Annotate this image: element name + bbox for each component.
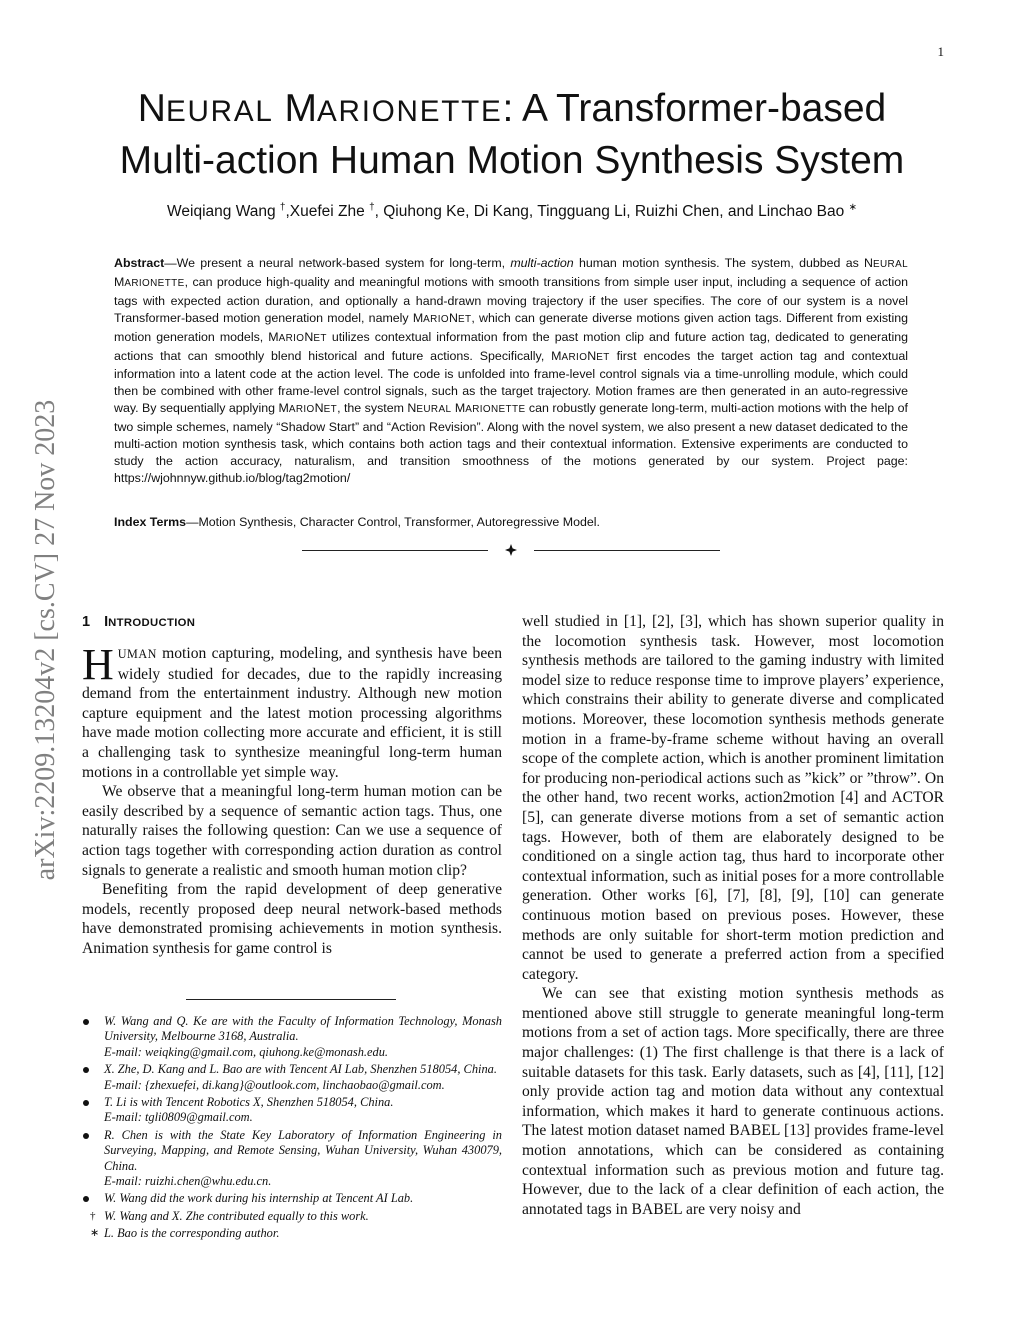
abstract-text-7: , the system	[337, 401, 408, 416]
right-column	[522, 612, 944, 1219]
abstract-label: Abstract	[114, 256, 165, 270]
authors-rest: , Qiuhong Ke, Di Kang, Tingguang Li, Ruizhi Chen, and Linchao Bao	[374, 203, 849, 221]
marionet-m: M	[412, 310, 424, 325]
index-terms	[114, 515, 908, 529]
marionet-et: ET	[323, 404, 338, 416]
index-terms-text: —Motion Synthesis, Character Control, Transformer, Autoregressive Model.	[186, 515, 600, 529]
footnote-2-email: E-mail: {zhexuefei, di.kang}@outlook.com, linchaobao@gmail.com.	[104, 1077, 445, 1092]
marionet-et: ET	[596, 351, 610, 363]
drop-cap: H	[82, 640, 114, 689]
abstract	[114, 255, 908, 487]
name-marionette-rest: ARIONETTE	[465, 404, 526, 416]
name-marionette-m: M	[454, 401, 466, 416]
title-sc-arionette: ARIONETTE	[316, 95, 503, 128]
footnote-4-text: R. Chen is with the State Key Laboratory of Information Engineering in Surveying, Mapping, and Remote Sensing, Wuhan University, Wuhan 430079, China.	[104, 1127, 502, 1173]
footnote-4-email: E-mail: ruizhi.chen@whu.edu.cn.	[104, 1174, 272, 1189]
name-marionette-rest: ARIONETTE	[124, 277, 185, 289]
footnote-corresponding	[80, 1226, 502, 1241]
name-marionette-m: M	[114, 274, 125, 289]
footnote-equal-contribution	[80, 1209, 502, 1224]
author-list	[60, 202, 964, 221]
diamond-ornament-icon	[505, 544, 517, 556]
marionet-ario: ARIO	[278, 332, 305, 344]
footnote-internship	[80, 1191, 502, 1206]
footnote-affiliation-3	[80, 1095, 502, 1126]
footnotes	[80, 1014, 502, 1244]
separator-line-right	[534, 550, 720, 551]
abstract-emphasis: multi-action	[510, 256, 574, 270]
section-heading-introduction	[82, 612, 502, 632]
bullet-icon	[83, 1196, 89, 1202]
paper-title	[60, 84, 964, 185]
bullet-icon	[83, 1100, 89, 1106]
marionet-m: M	[268, 329, 279, 344]
index-terms-label: Index Terms	[114, 515, 187, 529]
title-sc-m: M	[284, 87, 317, 130]
bullet-icon	[83, 1133, 89, 1139]
marionet-n: N	[314, 401, 324, 416]
name-neural-n: N	[864, 256, 873, 270]
abstract-text-8: can robustly generate long-term, multi-action motions with the help of two simple schemes, namely “Shadow Start” and “Action Revision”. Along with the novel system, we also present a new dataset dedicated to the multi-action motion synthesis task, which contains both action tags and their contextual information. Extensive experiments are conducted to study the action accuracy, naturalism, and transition smoothness of the motions generated by our system. Project page: https://wjohnnyw.github.io/blog/tag2motion/	[114, 401, 908, 485]
marionet-ario: ARIO	[423, 313, 449, 325]
name-neural-rest: EURAL	[872, 259, 908, 270]
footnote-affiliation-1	[80, 1014, 502, 1060]
marionet-n: N	[304, 329, 314, 344]
arxiv-identifier: arXiv:2209.13204v2 [cs.CV] 27 Nov 2023	[30, 399, 61, 881]
author-1: Weiqiang Wang	[167, 203, 280, 221]
abstract-text-1: —We present a neural network-based system for long-term,	[164, 256, 511, 270]
abstract-text-2: human motion synthesis. The system, dubbed as	[573, 256, 865, 270]
section-number: 1	[82, 614, 91, 630]
section-title-rest: NTRODUCTION	[108, 617, 196, 629]
footnote-3-email: E-mail: tgli0809@gmail.com.	[104, 1110, 253, 1125]
separator-line-left	[302, 550, 488, 551]
marionet-m: M	[278, 401, 289, 416]
intro-paragraph-1-text: motion capturing, modeling, and synthesis have been widely studied for decades, due to the rapidly increasing demand from the entertainment industry. Although new motion capture equipment and the latest motion processing algorithms have made motion collecting more accurate and efficient, it is still a challenging task to synthesize meaningful long-term human motions in a controllable yet simple way.	[82, 645, 502, 781]
name-neural-n: N	[407, 401, 417, 416]
marionet-n: N	[448, 310, 458, 325]
title-after: : A Transformer-based	[502, 87, 887, 130]
author-2-mark: †	[369, 202, 375, 213]
bullet-icon	[83, 1019, 89, 1025]
section-separator	[302, 542, 722, 560]
footnote-1-email: E-mail: weiqking@gmail.com, qiuhong.ke@monash.edu.	[104, 1044, 388, 1059]
right-paragraph-2: We can see that existing motion synthesis methods as mentioned above still struggle to generate meaningful long-term motions from a set of action tags. More specifically, there are three major challenges: (1) The first challenge is that there is a lack of suitable datasets for this task. Early datasets, such as [4], [11], [12] only provide action tag and motion data without any contextual information, which makes it hard to generate continuous actions. The latest motion dataset named BABEL [13] provides frame-level motion annotations, which can be considered as containing contextual information such as previous motion and future tag. However, due to the lack of a clear definition of each action, the annotated tags in BABEL are very noisy and	[522, 985, 944, 1218]
footnote-2-text: X. Zhe, D. Kang and L. Bao are with Tencent AI Lab, Shenzhen 518054, China.	[104, 1062, 497, 1077]
footnote-5-text: W. Wang did the work during his internship at Tencent AI Lab.	[104, 1191, 414, 1206]
footnote-3-text: T. Li is with Tencent Robotics X, Shenzhen 518054, China.	[104, 1095, 394, 1110]
corresponding-mark: ∗	[848, 202, 857, 213]
author-1-mark: †	[279, 202, 286, 213]
marionet-ario: ARIO	[288, 404, 315, 416]
right-paragraph-1: well studied in [1], [2], [3], which has shown superior quality in the locomotion synthesis task. However, most locomotion synthesis methods are tailored to the gaming industry with limited model size to reduce response time to improve players’ experience, which constrains their ability to generate diverse and complicated motions. Moreover, these locomotion synthesis methods generate motion in a frame-by-frame scheme without having an overall scope of the complete action, which is another prominent limitation for producing non-periodical actions such as ”kick” or ”throw”. On the other hand, two recent works, action2motion [4] and ACTOR [5], can generate diverse motions from a set of semantic action tags. However, both of them are elaborately designed to be conditioned on a single action tag, thus hard to incorporate other contextual information, such as initial poses for a more controllable generation. Other works [6], [7], [8], [9], [10] can generate continuous motion based on previous poses. However, these methods are only suitable for short-term motion prediction and cannot be used to generate a preferred action from a specified category.	[522, 613, 944, 983]
intro-paragraph-2: We observe that a meaningful long-term human motion can be easily described by a sequence of semantic action tags. Thus, one naturally raises the following question: Can we use a sequence of action tags together with corresponding action duration as control signals to generate a realistic and smooth human motion clip?	[82, 783, 502, 879]
left-column	[82, 612, 502, 959]
title-line-1	[60, 84, 964, 136]
marionet-et: ET	[457, 313, 472, 325]
abstract-text-5: utilizes contextual information from the past motion clip and future action tag, dedicated to generating actions that can smoothly blend historical and future actions. Specifically,	[114, 329, 908, 363]
footnote-7-text: L. Bao is the corresponding author.	[104, 1226, 280, 1241]
footnote-affiliation-4	[80, 1128, 502, 1190]
footnote-affiliation-2	[80, 1062, 502, 1093]
title-sc-eural: EURAL	[165, 95, 274, 128]
author-2: ,Xuefei Zhe	[285, 203, 370, 221]
marionet-et: ET	[313, 332, 327, 344]
footnote-1-text: W. Wang and Q. Ke are with the Faculty of Information Technology, Monash University, Melbourne 3168, Australia.	[104, 1014, 502, 1044]
abstract-text-6: first encodes the target action tag and contextual information into a latent code at the action level. The code is unfolded into frame-level control signals via a time-unrolling module, which could then be combined with other frame-level control signals, such as the target trajectory. Motion frames are then generated in an auto-regressive way. By sequentially applying	[114, 348, 908, 416]
title-line-2: Multi-action Human Motion Synthesis System	[119, 139, 905, 182]
intro-paragraph-1	[82, 640, 502, 782]
dagger-mark: †	[90, 1209, 96, 1222]
asterisk-mark: ∗	[90, 1227, 100, 1240]
footnote-6-text: W. Wang and X. Zhe contributed equally to this work.	[104, 1208, 369, 1223]
bullet-icon	[83, 1067, 89, 1073]
page-number: 1	[937, 44, 944, 59]
name-neural-rest: EURAL	[416, 404, 452, 416]
intro-paragraph-3: Benefiting from the rapid development of deep generative models, recently proposed deep neural network-based methods have demonstrated promising achievements in motion synthesis. Animation synthesis for game control is	[82, 881, 502, 957]
marionet-m: M	[551, 348, 562, 363]
footnote-rule	[186, 999, 396, 1000]
marionet-n: N	[587, 348, 597, 363]
title-sc-n: N	[137, 87, 166, 130]
marionet-ario: ARIO	[561, 351, 588, 363]
drop-cap-continuation: UMAN	[117, 647, 157, 661]
abstract-text-3: , can produce high-quality and meaningful motions with smooth transitions from simple user input, including a sequence of action tags with expected action duration, and optionally a hand-drawn moving trajectory if the user specifies. The core of our system is a novel Transformer-based motion generation model, namely	[114, 274, 908, 325]
abstract-text-4: , which can generate diverse motions given action tags. Different from existing motion generation models,	[114, 310, 908, 344]
section-title-first: I	[104, 614, 109, 630]
